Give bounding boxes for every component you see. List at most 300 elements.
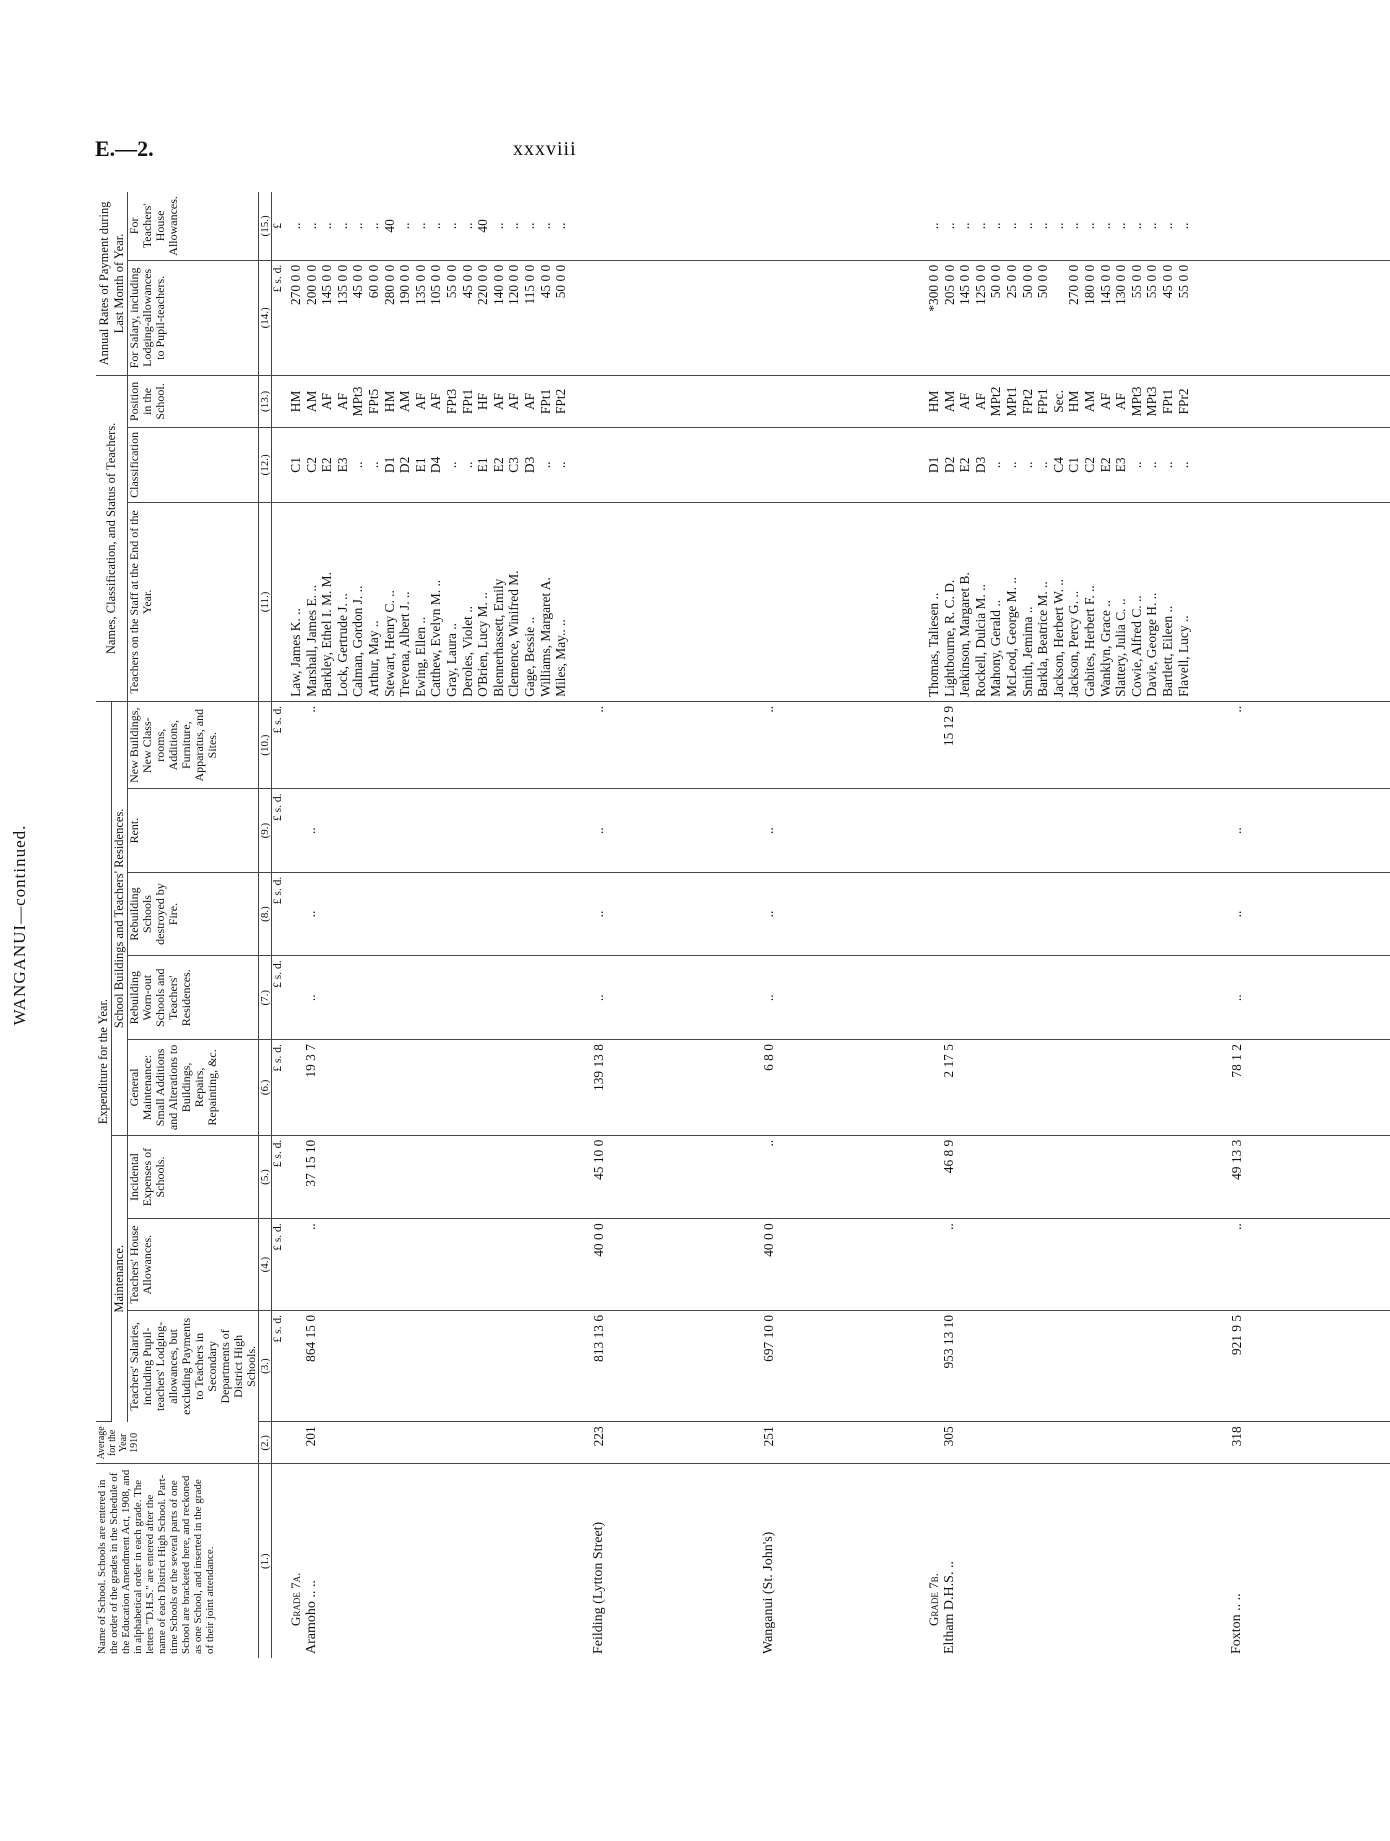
teacher-name: Clemence, Winifred M. [506,570,522,697]
teacher-salary: 130 0 0 [1113,264,1129,305]
teacher-classification: E3 [334,457,350,473]
expenditure-c5: 49 13 3 [1210,1135,1390,1219]
header-c8: Rebuilding Schools destroyed by Fire. [128,872,259,956]
teacher-name: O'Brien, Lucy M. .. [475,592,491,697]
expenditure-c6: 6 8 0 [742,1040,922,1136]
teacher-name: Mahony, Gerald .. [988,599,1004,697]
teacher-classification: C4 [1050,457,1066,473]
teacher-name: Williams, Margaret A. [537,577,553,697]
teacher-salary: 190 0 0 [397,264,413,305]
expenditure-c9 [922,789,1210,872]
expenditure-c6: 139 13 8 [572,1040,742,1136]
teacher-classification: .. [1159,461,1175,469]
school-row [284,192,572,1658]
teacher-position: AF [506,392,522,410]
expenditure-c3: 921 9 5 [1210,1310,1390,1421]
column-number: (1.) [259,1464,272,1658]
column-number: (9.) [259,789,272,872]
column-number: (8.) [259,872,272,956]
teacher-classification-column [572,427,742,502]
unit-lsd: £ s. d. [272,789,285,872]
teacher-house-allowance: .. [459,222,475,230]
teacher-house-allowance: .. [1113,222,1129,230]
teacher-house-allowance: .. [350,222,366,230]
teacher-name: McLeod, George M. .. [1003,577,1019,697]
teacher-house-allowance: .. [490,222,506,230]
teacher-classification: C1 [288,457,303,473]
expenditure-c3: 697 10 0 [742,1310,922,1421]
header-c7: Rebuilding Worn-out Schools and Teachers' Residences. [128,956,259,1040]
teacher-classification: E2 [490,457,506,473]
teacher-name: Lightbourne, R. C. D. [941,579,957,697]
teacher-salary: 180 0 0 [1081,264,1097,305]
teacher-position: AF [428,392,444,410]
teacher-classification: C2 [303,457,319,473]
expenditure-c7: .. [1210,956,1390,1040]
teacher-position: AM [303,390,319,413]
expenditure-c5: .. [742,1135,922,1219]
teacher-house-allowance: .. [1159,222,1175,230]
teacher-salary [1051,265,1067,371]
expenditure-c9: .. [742,789,922,872]
teacher-position: HM [1066,390,1082,413]
expenditure-c9: .. [572,789,742,872]
teacher-name: Cowie, Alfred C. .. [1128,595,1144,697]
expenditure-c3: 953 13 10 [922,1310,1210,1421]
school-average: 251 [742,1422,922,1464]
teacher-house-allowance: .. [972,222,988,230]
teacher-salary: 145 0 0 [1097,264,1113,305]
expenditure-c4: .. [1210,1219,1390,1311]
teacher-classification: D2 [941,456,957,474]
page-identifier: E.—2. [95,136,154,161]
teacher-salary-column [284,260,572,375]
column-number: (4.) [259,1219,272,1311]
page-number: xxxviii [513,138,577,160]
teacher-name: Gage, Bessie .. [521,616,537,697]
teacher-position: FPr1 [1035,388,1051,415]
teacher-position: AF [412,392,428,410]
teacher-salary: 45 0 0 [1159,264,1175,299]
teacher-salary: 220 0 0 [475,264,491,305]
teacher-position: FPt2 [553,388,569,415]
teacher-salary: 105 0 0 [428,264,444,305]
expenditure-c10: 15 12 9 [922,701,1210,789]
teacher-house-allowance-column [572,192,742,260]
teacher-salary: 45 0 0 [537,264,553,299]
teacher-position: HM [288,390,303,413]
expenditure-c8 [922,872,1210,956]
teacher-position: HM [926,390,941,413]
teacher-name: Trevena, Albert J. .. [397,591,413,697]
teacher-classification: C3 [506,457,522,473]
teacher-name: Catthew, Evelyn M. .. [428,579,444,697]
teacher-house-allowance: .. [1175,222,1191,230]
column-number: (2.) [259,1422,272,1464]
expenditure-c10: .. [1210,701,1390,789]
teacher-name: Jackson, Percy G. .. [1066,590,1082,697]
school-cell [922,1464,1210,1658]
teacher-classification: C1 [1066,457,1082,473]
teacher-salary: 50 0 0 [1019,264,1035,299]
school-cell [742,1464,922,1658]
expenditure-c3: 813 13 6 [572,1310,742,1421]
schools-table [96,192,1390,1658]
teacher-classification: .. [1019,461,1035,469]
teacher-position: MPt3 [1128,386,1144,417]
teacher-salary: 120 0 0 [506,264,522,305]
teacher-salary-column [922,260,1210,375]
expenditure-c10: .. [742,701,922,789]
expenditure-c8: .. [572,872,742,956]
unit-lsd: £ s. d. [272,872,285,956]
school-name: Wanganui (St. John's) [761,1531,776,1654]
teacher-name: Blennerhassett, Emily [490,578,506,697]
school-name: Aramoho .. .. [304,1580,319,1654]
header-c3: Teachers' Salaries, including Pupil-teachers' Lodging-allowances, but excluding Payments to Teachers in Secondary Departments of District High Schools. [128,1310,259,1421]
teacher-salary: 200 0 0 [303,264,319,305]
header-maintenance-group: Maintenance. [112,1135,128,1422]
teacher-salary: 55 0 0 [1175,264,1191,299]
teacher-salary: 50 0 0 [553,264,569,299]
teacher-position: AF [490,392,506,410]
teacher-house-allowance: .. [521,222,537,230]
teacher-house-allowance: .. [303,222,319,230]
teacher-name: Arthur, May .. [365,620,381,697]
teacher-name-column [284,502,572,701]
teacher-position: HM [381,390,397,413]
teacher-position-column [284,375,572,427]
school-average: 318 [1210,1422,1390,1464]
teacher-salary: 145 0 0 [957,264,973,305]
teacher-classification: D2 [397,456,413,474]
header-rates-group: Annual Rates of Payment during Last Month of Year. [96,192,128,375]
expenditure-c10: .. [572,701,742,789]
teacher-house-allowance-column [922,192,1210,260]
header-c9: Rent. [128,789,259,872]
expenditure-c6: 78 1 2 [1210,1040,1390,1136]
teacher-position: FPt1 [459,388,475,415]
teacher-salary: 135 0 0 [334,264,350,305]
teacher-position: FPt5 [365,388,381,415]
expenditure-c4: 40 0 0 [572,1219,742,1311]
teacher-position-column [922,375,1210,427]
teacher-position: AF [1113,392,1129,410]
teacher-classification-column [922,427,1210,502]
teacher-name: Davie, George H. .. [1144,592,1160,697]
school-cell [284,1464,572,1658]
unit-lsd: £ s. d. [272,1135,285,1219]
teacher-position-column [572,375,742,427]
header-c11: Teachers on the Staff at the End of the Year. [128,502,259,701]
expenditure-c8: .. [1210,872,1390,956]
unit-lsd: £ s. d. [272,260,285,375]
teacher-salary: 135 0 0 [412,264,428,305]
teacher-house-allowance: .. [412,222,428,230]
units-row [272,192,285,1658]
teacher-house-allowance-column [1210,192,1390,260]
teacher-name: Slattery, Julia C. .. [1113,598,1129,697]
column-number: (10.) [259,701,272,789]
teacher-classification: .. [350,461,366,469]
header-c12: Classification [128,427,259,502]
expenditure-c8: .. [284,872,572,956]
teacher-position: AF [319,392,335,410]
teacher-position: FPt3 [443,388,459,415]
expenditure-c3: 864 15 0 [284,1310,572,1421]
teacher-name-column [1210,502,1390,701]
teacher-position: FPt1 [1159,388,1175,415]
school-cell [1210,1464,1390,1658]
unit-lsd: £ s. d. [272,701,285,789]
teacher-name: Flavell, Lucy .. [1175,615,1191,697]
teacher-name-column [922,502,1210,701]
teacher-name: Lock, Gertrude J. .. [334,593,350,697]
teacher-classification: D3 [972,456,988,474]
teacher-classification: D4 [428,456,444,474]
teacher-position: AF [334,392,350,410]
expenditure-c5: 45 10 0 [572,1135,742,1219]
teacher-classification: .. [459,461,475,469]
teacher-name: Law, James K. .. [288,608,303,697]
teacher-house-allowance: .. [1144,222,1160,230]
expenditure-c6: 19 3 7 [284,1040,572,1136]
teacher-name: Jackson, Herbert W. .. [1050,579,1066,697]
teacher-position: MPt3 [350,386,366,417]
teacher-classification: D1 [381,456,397,474]
teacher-name: Ewing, Ellen .. [412,616,428,697]
teacher-name-column [572,502,742,701]
teacher-position: AF [972,392,988,410]
teacher-classification: .. [537,461,553,469]
column-number: (13.) [259,375,272,427]
teacher-house-allowance: .. [1035,222,1051,230]
teacher-classification: E2 [957,457,973,473]
header-staff-group: Names, Classification, and Status of Teachers. [96,375,128,701]
teacher-position: AM [1081,390,1097,413]
header-average: Average for the Year 1910 [96,1422,259,1464]
column-number: (3.) [259,1310,272,1421]
teacher-house-allowance: .. [941,222,957,230]
column-number-row [259,192,272,1658]
header-c14: For Salary, including Lodging-allowances to Pupil-teachers. [128,260,259,375]
teacher-salary: 45 0 0 [459,264,475,299]
teacher-name: Barkley, Ethel I. M. M. [319,572,335,697]
header-c5: Incidental Expenses of Schools. [128,1135,259,1219]
column-number: (11.) [259,502,272,701]
teacher-classification: C2 [1081,457,1097,473]
teacher-house-allowance: .. [537,222,553,230]
table-title [0,192,1,1658]
school-row [1210,192,1390,1658]
column-number: (5.) [259,1135,272,1219]
rotated-table-region [10,192,1244,1658]
teacher-classification: .. [443,461,459,469]
teacher-position: AM [397,390,413,413]
teacher-house-allowance: 40 [381,219,397,233]
teacher-position: AF [521,392,537,410]
header-expenditure-group: Expenditure for the Year. [96,701,112,1421]
teacher-house-allowance: .. [288,222,303,230]
school-grade: Grade 7b. [926,1573,941,1626]
unit-lsd: £ s. d. [272,1040,285,1136]
teacher-salary-column [742,260,922,375]
teacher-name: Wanklyn, Grace .. [1097,600,1113,697]
teacher-salary-column [572,260,742,375]
school-name: Foxton .. .. [1229,1593,1244,1654]
unit-lsd: £ s. d. [272,1310,285,1421]
teacher-salary: 115 0 0 [521,264,537,305]
teacher-classification-column [284,427,572,502]
unit-lsd: £ s. d. [272,956,285,1040]
teacher-classification: D3 [521,456,537,474]
school-row [742,192,922,1658]
teacher-position: AF [957,392,973,410]
teacher-house-allowance: .. [1128,222,1144,230]
header-c15: For Teachers' House Allowances. [128,192,259,260]
teacher-classification: E2 [1097,457,1113,473]
teacher-position: HF [475,392,491,410]
teacher-classification: E3 [1113,457,1129,473]
expenditure-c5: 37 15 10 [284,1135,572,1219]
teacher-house-allowance-column [284,192,572,260]
teacher-name: Jenkinson, Margaret B. [957,572,973,697]
expenditure-c7: .. [572,956,742,1040]
teacher-name: Gabites, Herbert F. .. [1081,585,1097,697]
teacher-position: Sec. [1050,390,1066,413]
teacher-salary: 140 0 0 [490,264,506,305]
header-buildings-group: School Buildings and Teachers' Residences. [112,701,128,1135]
expenditure-c6: 2 17 5 [922,1040,1210,1136]
teacher-house-allowance: 40 [475,219,491,233]
teacher-classification: E1 [475,457,491,473]
teacher-salary: 55 0 0 [443,264,459,299]
expenditure-c9: .. [284,789,572,872]
column-number: (12.) [259,427,272,502]
teacher-salary: 25 0 0 [1003,264,1019,299]
teacher-house-allowance: .. [1097,222,1113,230]
teacher-classification: .. [1175,461,1191,469]
column-number: (6.) [259,1040,272,1136]
school-average: 201 [284,1422,572,1464]
teacher-house-allowance: .. [428,222,444,230]
column-number: (14.) [259,260,272,375]
header-c4: Teachers' House Allowances. [128,1219,259,1311]
teacher-classification: .. [988,461,1004,469]
school-name: Eltham D.H.S. .. [942,1561,957,1654]
teacher-name: Bartlett, Eileen .. [1159,605,1175,697]
teacher-house-allowance-column [742,192,922,260]
expenditure-c5: 46 8 9 [922,1135,1210,1219]
school-row [922,192,1210,1658]
expenditure-c4: .. [922,1219,1210,1311]
teacher-house-allowance: .. [988,222,1004,230]
teacher-name: Barkla, Beatrice M. .. [1035,581,1051,697]
teacher-house-allowance: .. [334,222,350,230]
teacher-name: Miles, May.. .. [553,619,569,697]
school-row [572,192,742,1658]
teacher-classification: .. [1144,461,1160,469]
teacher-salary: 205 0 0 [941,264,957,305]
teacher-classification: .. [553,461,569,469]
teacher-salary: 145 0 0 [319,264,335,305]
teacher-house-allowance: .. [1066,222,1082,230]
teacher-position: MPt3 [1144,386,1160,417]
school-cell [572,1464,742,1658]
teacher-house-allowance: .. [1003,222,1019,230]
teacher-classification: .. [1035,461,1051,469]
teacher-position-column [1210,375,1390,427]
expenditure-c4: .. [284,1219,572,1311]
unit-pound: £ [272,192,285,260]
teacher-classification-column [1210,427,1390,502]
header-c13: Position in the School. [128,375,259,427]
teacher-house-allowance: .. [1019,222,1035,230]
teacher-salary: 50 0 0 [1035,264,1051,299]
district-caption: WANGANUI—continued. [10,824,29,1026]
teacher-classification: .. [1128,461,1144,469]
unit-lsd: £ s. d. [272,1219,285,1311]
teacher-position: FPr2 [1175,388,1191,415]
teacher-classification: E1 [412,457,428,473]
teacher-house-allowance: .. [957,222,973,230]
teacher-name-column [742,502,922,701]
teacher-position: AM [941,390,957,413]
column-number: (7.) [259,956,272,1040]
header-school: Name of School. Schools are entered in the order of the grades in the Schedule of the Education Amendment Act, 1908, and in alphabetical order in each grade. The letters "D.H.S." are entered after the name of each District High School. Part-time Schools or the several parts of one School are bracketed here, and reckoned as one School, and inserted in the grade of their joint attendance. [96,1464,259,1658]
teacher-position: MPt2 [988,386,1004,417]
teacher-house-allowance: .. [553,222,569,230]
teacher-classification: .. [1003,461,1019,469]
school-grade: Grade 7a. [288,1572,303,1626]
teacher-salary: 280 0 0 [381,264,397,305]
teacher-name: Marshall, James E. .. [303,584,319,697]
expenditure-c7: .. [284,956,572,1040]
teacher-classification: E2 [319,457,335,473]
expenditure-c4: 40 0 0 [742,1219,922,1311]
teacher-position: FPt2 [1019,388,1035,415]
teacher-salary: 55 0 0 [1144,264,1160,299]
teacher-name: Rockell, Dulcia M. .. [972,584,988,697]
teacher-house-allowance: .. [926,222,941,230]
column-number: (15.) [259,192,272,260]
teacher-classification: .. [365,461,381,469]
expenditure-c9: .. [1210,789,1390,872]
header-c10: New Buildings, New Class-rooms, Additions, Furniture, Apparatus, and Sites. [128,701,259,789]
expenditure-c8: .. [742,872,922,956]
teacher-name: Deroles, Violet .. [459,606,475,697]
expenditure-c10: .. [284,701,572,789]
teacher-classification: D1 [926,456,941,474]
teacher-position: FPt1 [537,388,553,415]
teacher-house-allowance: .. [319,222,335,230]
school-average: 223 [572,1422,742,1464]
school-average: 305 [922,1422,1210,1464]
teacher-house-allowance: .. [1050,222,1066,230]
teacher-salary: 50 0 0 [988,264,1004,299]
teacher-name: Thomas, Taliesen .. [926,592,941,697]
teacher-house-allowance: .. [443,222,459,230]
teacher-position-column [742,375,922,427]
teacher-classification-column [742,427,922,502]
teacher-salary-column [1210,260,1390,375]
teacher-salary: 270 0 0 [288,264,303,305]
header-c6: General Maintenance: Small Additions and Alterations to Buildings, Repairs, Repainting, &c. [128,1040,259,1136]
teacher-house-allowance: .. [1081,222,1097,230]
expenditure-c7 [922,956,1210,1040]
teacher-name: Stewart, Henry C. .. [381,590,397,697]
teacher-position: MPt1 [1003,386,1019,417]
